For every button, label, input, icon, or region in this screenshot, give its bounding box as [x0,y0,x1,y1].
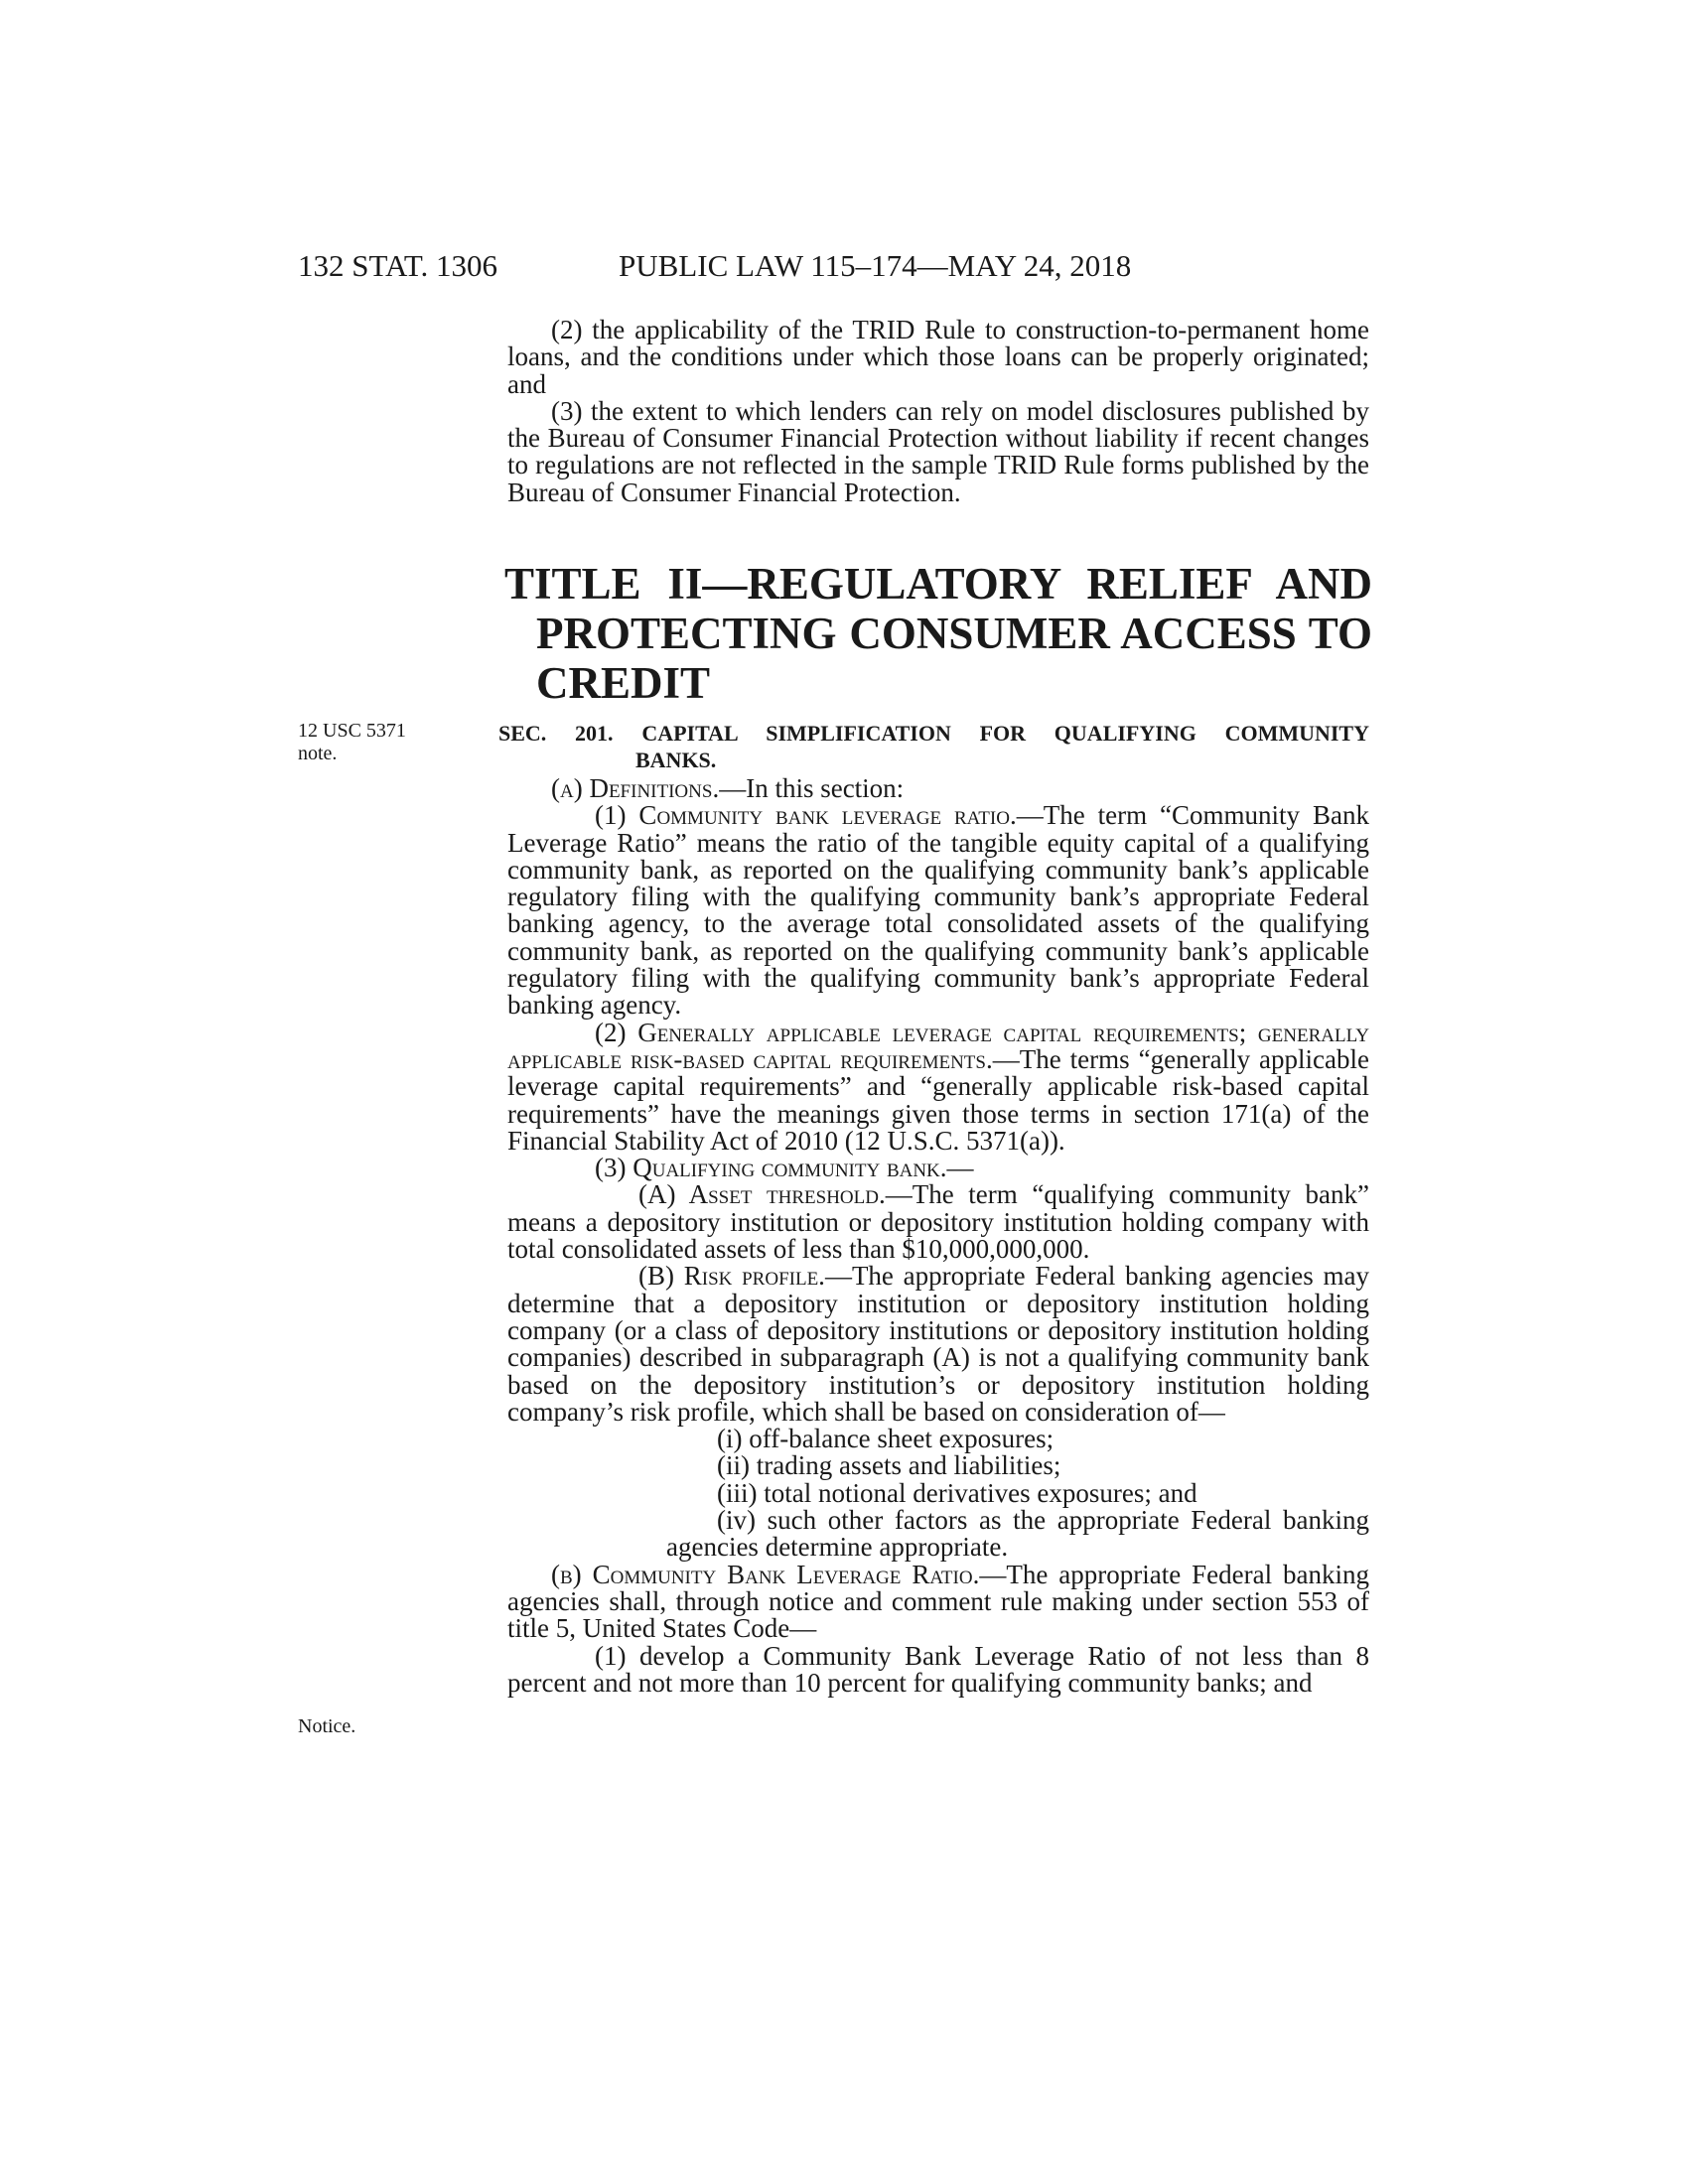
title-line-3: CREDIT [536,658,711,708]
subparagraph-a3B [507,1263,1369,1426]
subsection-b [507,1559,1369,1644]
paragraph-2: (2) the applicability of the TRID Rule to construction-to-permanent home loans, and the conditions under which those loans can be properly originated; and [507,315,1369,399]
section-heading [498,720,1369,773]
statute-page-number: 132 STAT. 1306 [298,248,498,283]
paragraph-a1-heading: (1) Community bank leverage ratio. [595,800,1017,831]
paragraph-a3 [507,1155,1369,1181]
subsection-b-text: —The appropriate Federal banking agencies shall, through notice and comment rule making under section 553 of title 5, United States Code— [507,1559,1369,1644]
section-heading-line-2: BANKS. [635,748,717,772]
notice-margin-note: Notice. [298,1715,356,1737]
subsection-a [507,775,1369,802]
paragraph-a2 [507,1017,1369,1156]
subparagraph-a3A [507,1181,1369,1263]
running-header [298,248,1390,288]
paragraph-a2-heading: (2) Generally applicable leverage capital requirements; generally applicable risk-based capital requirements. [507,1017,1369,1074]
top-paragraphs [507,317,1369,506]
title-line-1: TITLE II—REGULATORY RELIEF AND [504,559,1372,609]
usc-citation: 12 USC 5371 [298,720,406,742]
paragraph-a1 [507,802,1369,1019]
subparagraph-a3A-text: —The term “qualifying community bank” means a depository institution or depository institution holding company with total consolidated assets of less than $10,000,000,000. [507,1179,1369,1265]
usc-margin-note [298,720,406,765]
paragraph-b1: (1) develop a Community Bank Leverage Ratio of not less than 8 percent and not more than 10 percent for qualifying community banks; and [507,1640,1369,1698]
title-line-2: PROTECTING CONSUMER ACCESS TO [536,609,1372,658]
subsection-b-heading: (b) Community Bank Leverage Ratio. [551,1559,980,1589]
clause-ii: (ii) trading assets and liabilities; [717,1450,1061,1481]
paragraph-3: (3) the extent to which lenders can rely on model disclosures published by the Bureau of Consumer Financial Protection without liability if recent changes to regulations are not reflected in the sample TRID Rule forms published by the Bureau of Consumer Financial Protection. [507,395,1369,507]
paragraph-a3-heading: (3) Qualifying community bank. [595,1153,947,1183]
clause-i: (i) off-balance sheet exposures; [717,1424,1055,1454]
subparagraph-a3A-heading: (A) Asset threshold. [638,1179,886,1210]
paragraph-a1-text: —The term “Community Bank Leverage Ratio” means the ratio of the tangible equity capital of a qualifying community bank, as reported on the qualifying community bank’s applicable regulatory filing with the qualifying community bank’s appropriate Federal banking agency, to the average total consolidated assets of the qualifying community bank, as reported on the qualifying community bank’s applicable regulatory filing with the qualifying community bank’s appropriate Federal banking agency. [507,800,1370,1021]
subparagraph-a3B-text: —The appropriate Federal banking agencies may determine that a depository institution or depository institution holding company (or a class of depository institutions or depository institution holding companies) described in subparagraph (A) is not a qualifying community bank based on the depository institution’s or depository institution holding company’s risk profile, which shall be based on consideration of— [507,1261,1369,1427]
subparagraph-a3B-heading: (B) Risk profile. [638,1261,825,1292]
section-body [507,775,1369,1697]
title-heading [504,559,1372,708]
subsection-a-text: —In this section: [719,773,905,803]
section-heading-line-1: SEC. 201. CAPITAL SIMPLIFICATION FOR QUALIFYING COMMUNITY [498,721,1369,746]
usc-note-label: note. [298,743,338,764]
clause-iii: (iii) total notional derivatives exposures; and [717,1477,1197,1508]
paragraph-a2-text: —The terms “generally applicable leverage capital requirements” and “generally applicable risk-based capital requirements” have the meanings given those terms in section 171(a) of the Financial Stability Act of 2010 (12 U.S.C. 5371(a)). [507,1043,1369,1156]
subsection-a-heading: (a) Definitions. [551,773,720,803]
public-law-citation: PUBLIC LAW 115–174—MAY 24, 2018 [619,248,1132,283]
clause-iv: (iv) such other factors as the appropriate Federal banking agencies determine appropriate. [666,1505,1369,1563]
paragraph-a3-text: — [946,1153,974,1183]
